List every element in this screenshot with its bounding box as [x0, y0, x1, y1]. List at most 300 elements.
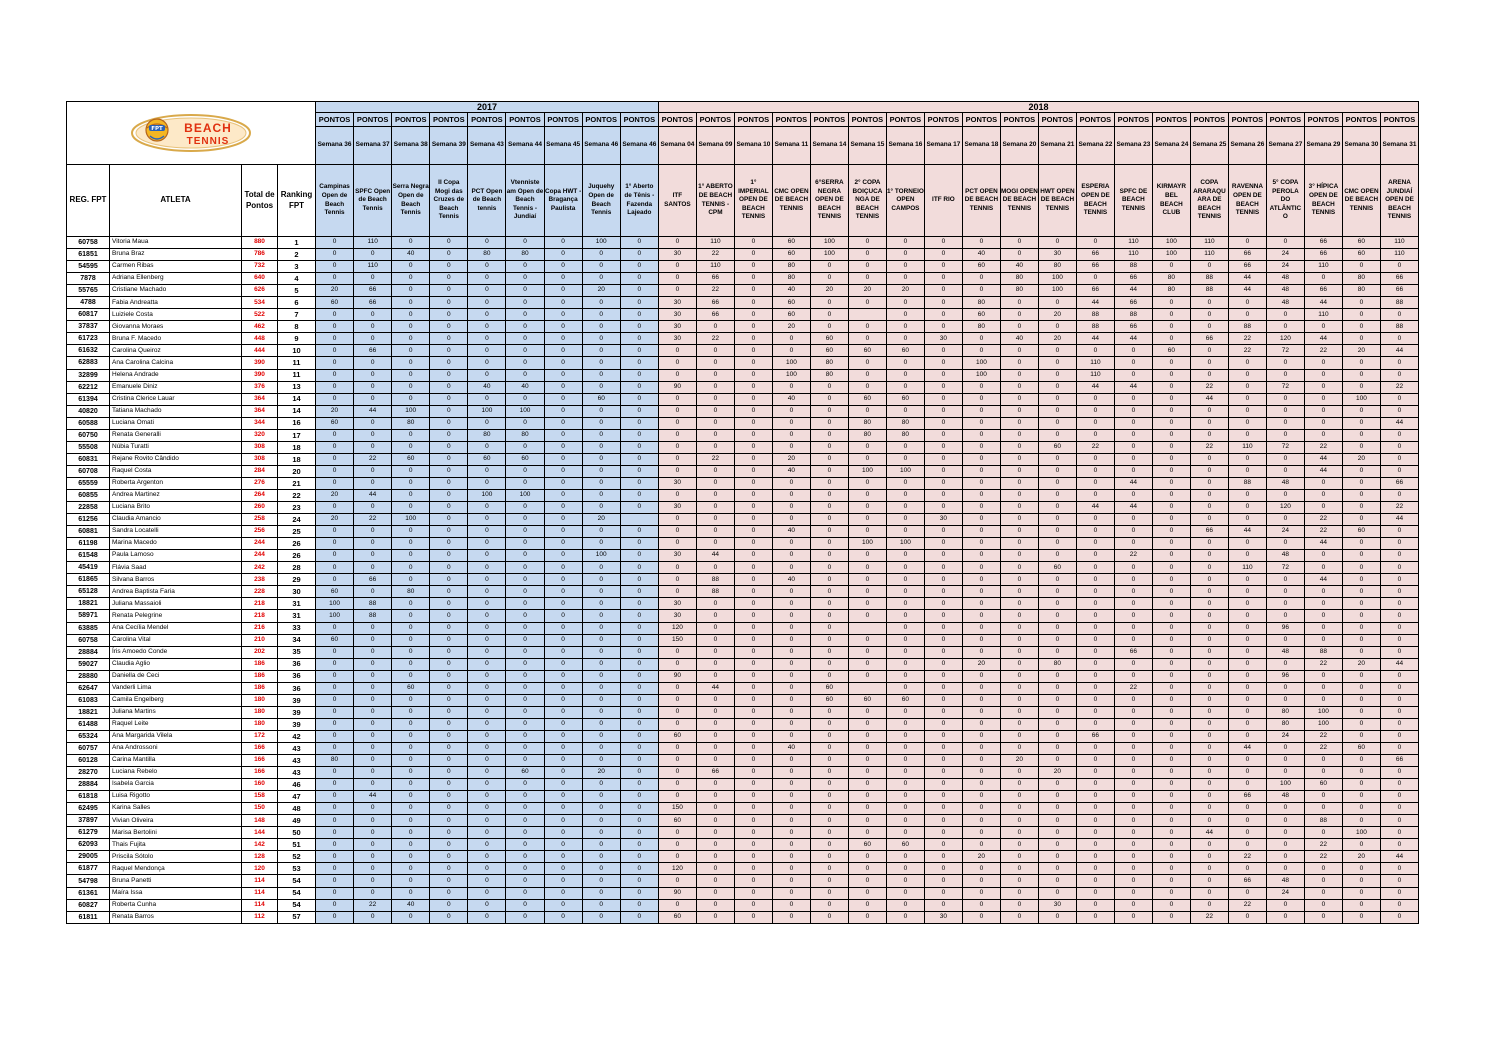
- points-cell: 100: [468, 489, 506, 501]
- points-cell: 0: [1152, 658, 1190, 670]
- points-cell: 0: [658, 357, 696, 369]
- points-cell: 0: [1228, 839, 1266, 851]
- points-cell: 0: [734, 285, 772, 297]
- reg-cell: 65324: [67, 730, 110, 742]
- points-cell: 0: [1190, 730, 1228, 742]
- points-cell: 0: [544, 333, 582, 345]
- points-cell: 66: [696, 297, 734, 309]
- points-cell: 0: [392, 550, 430, 562]
- points-cell: 0: [886, 321, 924, 333]
- points-cell: 72: [1266, 345, 1304, 357]
- points-cell: 0: [582, 682, 620, 694]
- points-cell: 44: [1076, 502, 1114, 514]
- points-cell: 0: [1342, 718, 1380, 730]
- points-cell: 0: [1342, 622, 1380, 634]
- points-cell: 44: [1114, 477, 1152, 489]
- points-cell: 0: [772, 333, 810, 345]
- points-cell: 40: [1000, 333, 1038, 345]
- points-cell: 0: [582, 405, 620, 417]
- points-cell: 0: [1266, 429, 1304, 441]
- points-cell: 0: [1114, 767, 1152, 779]
- points-cell: 0: [544, 502, 582, 514]
- points-cell: 0: [620, 839, 658, 851]
- points-cell: 0: [582, 417, 620, 429]
- points-cell: 0: [734, 321, 772, 333]
- points-cell: 0: [1228, 682, 1266, 694]
- reg-cell: 60881: [67, 526, 110, 538]
- points-cell: 80: [1342, 273, 1380, 285]
- reg-header: REG. FPT: [67, 165, 110, 237]
- points-cell: 0: [734, 538, 772, 550]
- points-cell: 100: [810, 237, 848, 249]
- points-cell: 0: [848, 755, 886, 767]
- reg-cell: 55508: [67, 441, 110, 453]
- points-cell: 0: [1114, 694, 1152, 706]
- points-cell: 48: [1266, 791, 1304, 803]
- points-cell: 0: [848, 863, 886, 875]
- points-cell: 0: [772, 899, 810, 911]
- points-cell: 0: [1038, 755, 1076, 767]
- points-cell: 0: [924, 694, 962, 706]
- points-cell: 0: [354, 622, 392, 634]
- points-cell: 0: [620, 899, 658, 911]
- points-cell: 0: [392, 742, 430, 754]
- points-header: PONTOS: [1000, 113, 1038, 127]
- points-cell: 110: [1380, 249, 1418, 261]
- points-cell: 0: [354, 755, 392, 767]
- table-row: [67, 899, 1419, 911]
- points-cell: 22: [1076, 441, 1114, 453]
- points-cell: 0: [1076, 827, 1114, 839]
- points-cell: 88: [1304, 646, 1342, 658]
- points-cell: 0: [1076, 538, 1114, 550]
- total-points-cell: 448: [242, 333, 278, 345]
- points-cell: 80: [1266, 718, 1304, 730]
- points-cell: 0: [468, 718, 506, 730]
- points-cell: 0: [886, 682, 924, 694]
- points-cell: 40: [468, 381, 506, 393]
- total-points-cell: 114: [242, 875, 278, 887]
- points-cell: 0: [772, 381, 810, 393]
- points-cell: 0: [582, 381, 620, 393]
- event-name-header: 5° COPA PEROLA DO ATLÂNTIC O: [1266, 165, 1304, 237]
- points-cell: 0: [620, 803, 658, 815]
- points-cell: 0: [544, 441, 582, 453]
- athlete-cell: Marina Macedo: [110, 538, 242, 550]
- points-cell: 0: [1114, 562, 1152, 574]
- points-cell: 0: [696, 887, 734, 899]
- points-cell: 60: [848, 694, 886, 706]
- points-cell: 0: [544, 718, 582, 730]
- points-cell: 0: [1228, 815, 1266, 827]
- points-cell: 0: [1190, 755, 1228, 767]
- points-cell: 0: [1152, 791, 1190, 803]
- points-cell: 0: [1266, 369, 1304, 381]
- points-cell: 44: [1380, 514, 1418, 526]
- points-cell: 0: [886, 369, 924, 381]
- points-cell: 0: [772, 610, 810, 622]
- points-cell: 0: [430, 381, 468, 393]
- points-cell: 80: [468, 249, 506, 261]
- points-cell: 60: [886, 393, 924, 405]
- points-cell: 0: [1000, 658, 1038, 670]
- points-cell: 0: [1380, 357, 1418, 369]
- points-cell: 60: [506, 453, 544, 465]
- points-cell: 0: [506, 911, 544, 923]
- points-cell: 0: [1152, 526, 1190, 538]
- points-cell: 0: [1266, 767, 1304, 779]
- points-cell: 0: [468, 345, 506, 357]
- points-cell: 0: [810, 598, 848, 610]
- points-header: PONTOS: [1076, 113, 1114, 127]
- total-points-cell: 218: [242, 598, 278, 610]
- points-cell: 0: [1190, 261, 1228, 273]
- points-cell: 0: [1304, 803, 1342, 815]
- points-cell: 0: [1266, 851, 1304, 863]
- points-cell: 0: [544, 863, 582, 875]
- athlete-cell: Andrea Baptista Faria: [110, 586, 242, 598]
- points-cell: 0: [1342, 610, 1380, 622]
- points-cell: 0: [1152, 718, 1190, 730]
- total-points-cell: 202: [242, 646, 278, 658]
- points-cell: 0: [734, 345, 772, 357]
- points-cell: 0: [1190, 742, 1228, 754]
- total-points-cell: 186: [242, 670, 278, 682]
- points-cell: 0: [962, 803, 1000, 815]
- points-cell: 0: [772, 815, 810, 827]
- table-row: [67, 706, 1419, 718]
- points-cell: 0: [582, 827, 620, 839]
- points-cell: 0: [620, 730, 658, 742]
- points-cell: 80: [1152, 285, 1190, 297]
- week-header: Semana 45: [544, 127, 582, 165]
- points-cell: 0: [1304, 369, 1342, 381]
- points-cell: 0: [696, 634, 734, 646]
- ranking-cell: 22: [278, 489, 316, 501]
- points-cell: 0: [468, 514, 506, 526]
- points-cell: 0: [848, 646, 886, 658]
- points-cell: 0: [886, 827, 924, 839]
- points-cell: 0: [734, 574, 772, 586]
- points-cell: 44: [1114, 502, 1152, 514]
- points-cell: 0: [354, 441, 392, 453]
- points-cell: 0: [620, 815, 658, 827]
- points-cell: 0: [658, 345, 696, 357]
- total-points-cell: 260: [242, 502, 278, 514]
- points-cell: 0: [886, 706, 924, 718]
- points-cell: 0: [1076, 803, 1114, 815]
- points-cell: 0: [848, 477, 886, 489]
- ranking-cell: 10: [278, 345, 316, 357]
- points-cell: 0: [772, 646, 810, 658]
- points-cell: 0: [658, 779, 696, 791]
- points-cell: 0: [430, 646, 468, 658]
- points-cell: 0: [582, 791, 620, 803]
- points-cell: 44: [354, 405, 392, 417]
- points-cell: 0: [392, 755, 430, 767]
- points-cell: 0: [924, 309, 962, 321]
- points-cell: 0: [924, 875, 962, 887]
- athlete-cell: Sandra Locatelli: [110, 526, 242, 538]
- points-cell: 0: [924, 755, 962, 767]
- points-cell: 0: [1190, 477, 1228, 489]
- points-cell: 0: [886, 249, 924, 261]
- points-cell: 0: [468, 634, 506, 646]
- points-cell: 0: [506, 345, 544, 357]
- points-cell: 44: [1076, 381, 1114, 393]
- points-cell: 0: [544, 622, 582, 634]
- points-cell: 0: [392, 767, 430, 779]
- points-header: PONTOS: [1304, 113, 1342, 127]
- ranking-cell: 28: [278, 562, 316, 574]
- points-cell: 0: [1380, 803, 1418, 815]
- points-cell: 0: [886, 357, 924, 369]
- points-cell: 0: [1380, 863, 1418, 875]
- points-header: PONTOS: [924, 113, 962, 127]
- points-cell: 0: [1228, 634, 1266, 646]
- event-name-header: Serra Negra Open de Beach Tennis: [392, 165, 430, 237]
- points-cell: 0: [1038, 803, 1076, 815]
- points-cell: 0: [1266, 658, 1304, 670]
- points-cell: 0: [316, 779, 354, 791]
- points-cell: 0: [468, 851, 506, 863]
- points-cell: 0: [924, 851, 962, 863]
- points-cell: 0: [1380, 827, 1418, 839]
- points-cell: 0: [1380, 369, 1418, 381]
- points-cell: 0: [734, 586, 772, 598]
- points-cell: 0: [886, 273, 924, 285]
- points-cell: 0: [468, 827, 506, 839]
- points-cell: 0: [1076, 706, 1114, 718]
- reg-cell: 60757: [67, 742, 110, 754]
- points-cell: 0: [658, 526, 696, 538]
- points-cell: 0: [1266, 610, 1304, 622]
- points-cell: 0: [962, 670, 1000, 682]
- points-cell: 0: [1342, 333, 1380, 345]
- points-cell: 0: [848, 887, 886, 899]
- athlete-cell: Roberta Cunha: [110, 899, 242, 911]
- points-cell: 0: [620, 429, 658, 441]
- points-cell: 0: [468, 730, 506, 742]
- points-cell: 0: [1000, 574, 1038, 586]
- points-header: PONTOS: [316, 113, 354, 127]
- points-cell: 0: [506, 670, 544, 682]
- points-cell: 0: [696, 417, 734, 429]
- points-cell: 0: [1190, 718, 1228, 730]
- ranking-cell: 30: [278, 586, 316, 598]
- reg-cell: 63885: [67, 622, 110, 634]
- points-cell: 0: [316, 429, 354, 441]
- points-cell: 0: [544, 755, 582, 767]
- points-cell: 0: [544, 574, 582, 586]
- points-cell: 0: [658, 237, 696, 249]
- points-cell: 0: [1076, 911, 1114, 923]
- points-cell: 0: [468, 682, 506, 694]
- reg-cell: 28880: [67, 670, 110, 682]
- points-cell: 0: [1152, 550, 1190, 562]
- points-cell: 0: [886, 899, 924, 911]
- athlete-cell: Claudia Aglio: [110, 658, 242, 670]
- points-cell: 0: [354, 875, 392, 887]
- points-cell: 0: [620, 658, 658, 670]
- points-cell: 0: [924, 839, 962, 851]
- week-header: Semana 16: [886, 127, 924, 165]
- table-row: [67, 538, 1419, 550]
- points-cell: 0: [544, 261, 582, 273]
- points-cell: 0: [924, 803, 962, 815]
- points-cell: 0: [1038, 622, 1076, 634]
- points-cell: 0: [1038, 839, 1076, 851]
- points-cell: 0: [430, 767, 468, 779]
- points-cell: 0: [1038, 791, 1076, 803]
- points-cell: 0: [810, 634, 848, 646]
- points-cell: 0: [1000, 297, 1038, 309]
- points-cell: 0: [544, 538, 582, 550]
- points-cell: 0: [810, 730, 848, 742]
- points-cell: 0: [658, 791, 696, 803]
- points-cell: 0: [810, 875, 848, 887]
- points-cell: 0: [1304, 357, 1342, 369]
- points-cell: 0: [1076, 417, 1114, 429]
- points-cell: 0: [1114, 718, 1152, 730]
- points-cell: 0: [734, 453, 772, 465]
- event-name-header: 1° TORNEIO OPEN CAMPOS: [886, 165, 924, 237]
- points-cell: 0: [468, 297, 506, 309]
- reg-cell: 60588: [67, 417, 110, 429]
- points-cell: 0: [1190, 586, 1228, 598]
- points-cell: 0: [1342, 477, 1380, 489]
- points-cell: 0: [620, 574, 658, 586]
- points-cell: 0: [354, 393, 392, 405]
- points-cell: 100: [810, 249, 848, 261]
- points-cell: 0: [582, 441, 620, 453]
- points-cell: 44: [1304, 574, 1342, 586]
- points-cell: 0: [1190, 815, 1228, 827]
- athlete-cell: Renata Generalli: [110, 429, 242, 441]
- points-cell: 0: [1342, 261, 1380, 273]
- points-cell: 0: [1038, 706, 1076, 718]
- points-cell: 100: [848, 465, 886, 477]
- points-cell: 0: [392, 598, 430, 610]
- table-row: [67, 237, 1419, 249]
- points-cell: 0: [1038, 742, 1076, 754]
- total-points-cell: 218: [242, 610, 278, 622]
- points-cell: 0: [1190, 562, 1228, 574]
- points-cell: 0: [316, 309, 354, 321]
- points-cell: 0: [1038, 381, 1076, 393]
- table-row: [67, 791, 1419, 803]
- points-cell: 20: [582, 767, 620, 779]
- points-cell: 66: [1228, 875, 1266, 887]
- points-cell: 0: [962, 273, 1000, 285]
- points-cell: 0: [354, 538, 392, 550]
- event-name-header: 6°SERRA NEGRA OPEN DE BEACH TENNIS: [810, 165, 848, 237]
- points-cell: 30: [1038, 899, 1076, 911]
- points-cell: 0: [734, 779, 772, 791]
- points-cell: 0: [772, 779, 810, 791]
- points-cell: 0: [962, 526, 1000, 538]
- points-cell: 0: [848, 634, 886, 646]
- total-points-cell: 390: [242, 357, 278, 369]
- points-cell: 0: [316, 261, 354, 273]
- points-cell: 0: [1342, 489, 1380, 501]
- points-cell: 0: [392, 381, 430, 393]
- points-cell: 100: [1152, 237, 1190, 249]
- table-row: [67, 742, 1419, 754]
- reg-cell: 60758: [67, 634, 110, 646]
- points-cell: 0: [1228, 706, 1266, 718]
- athlete-cell: Ana Carolina Calcina: [110, 357, 242, 369]
- points-cell: 0: [1190, 658, 1228, 670]
- points-cell: 0: [544, 297, 582, 309]
- points-cell: 0: [848, 730, 886, 742]
- points-cell: 0: [620, 634, 658, 646]
- points-cell: 0: [1076, 742, 1114, 754]
- points-cell: 0: [1152, 706, 1190, 718]
- points-cell: 0: [468, 526, 506, 538]
- total-points-cell: 128: [242, 851, 278, 863]
- points-cell: 22: [1228, 333, 1266, 345]
- points-cell: 0: [734, 405, 772, 417]
- points-cell: 66: [1114, 321, 1152, 333]
- points-cell: 44: [1380, 417, 1418, 429]
- points-cell: 0: [734, 718, 772, 730]
- table-row: [67, 718, 1419, 730]
- total-points-cell: 390: [242, 369, 278, 381]
- points-cell: 0: [810, 803, 848, 815]
- points-cell: 0: [810, 767, 848, 779]
- points-cell: 0: [1000, 502, 1038, 514]
- points-cell: 0: [354, 357, 392, 369]
- points-cell: 120: [658, 622, 696, 634]
- points-header: PONTOS: [848, 113, 886, 127]
- points-cell: 0: [848, 357, 886, 369]
- points-cell: 0: [924, 477, 962, 489]
- ranking-cell: 39: [278, 718, 316, 730]
- points-cell: 0: [772, 598, 810, 610]
- points-cell: 0: [1038, 586, 1076, 598]
- points-cell: 22: [1380, 381, 1418, 393]
- points-cell: 0: [544, 851, 582, 863]
- points-cell: 0: [1000, 622, 1038, 634]
- points-cell: 0: [544, 634, 582, 646]
- points-cell: 0: [544, 465, 582, 477]
- points-cell: 0: [1266, 237, 1304, 249]
- points-cell: 0: [1304, 694, 1342, 706]
- total-points-cell: 150: [242, 803, 278, 815]
- reg-cell: 29005: [67, 851, 110, 863]
- points-cell: 0: [848, 441, 886, 453]
- points-cell: 60: [848, 393, 886, 405]
- points-cell: 60: [772, 297, 810, 309]
- points-cell: 60: [316, 634, 354, 646]
- athlete-cell: Núbia Turatti: [110, 441, 242, 453]
- points-cell: 0: [544, 285, 582, 297]
- points-cell: 0: [1228, 489, 1266, 501]
- points-cell: 0: [316, 477, 354, 489]
- points-cell: 0: [810, 514, 848, 526]
- points-cell: 60: [506, 767, 544, 779]
- points-cell: 0: [506, 562, 544, 574]
- points-cell: 80: [1038, 261, 1076, 273]
- points-cell: 0: [1380, 911, 1418, 923]
- points-cell: 0: [810, 321, 848, 333]
- points-cell: 60: [810, 345, 848, 357]
- points-cell: 0: [430, 514, 468, 526]
- points-cell: 0: [582, 863, 620, 875]
- points-cell: 0: [468, 622, 506, 634]
- total-points-cell: 148: [242, 815, 278, 827]
